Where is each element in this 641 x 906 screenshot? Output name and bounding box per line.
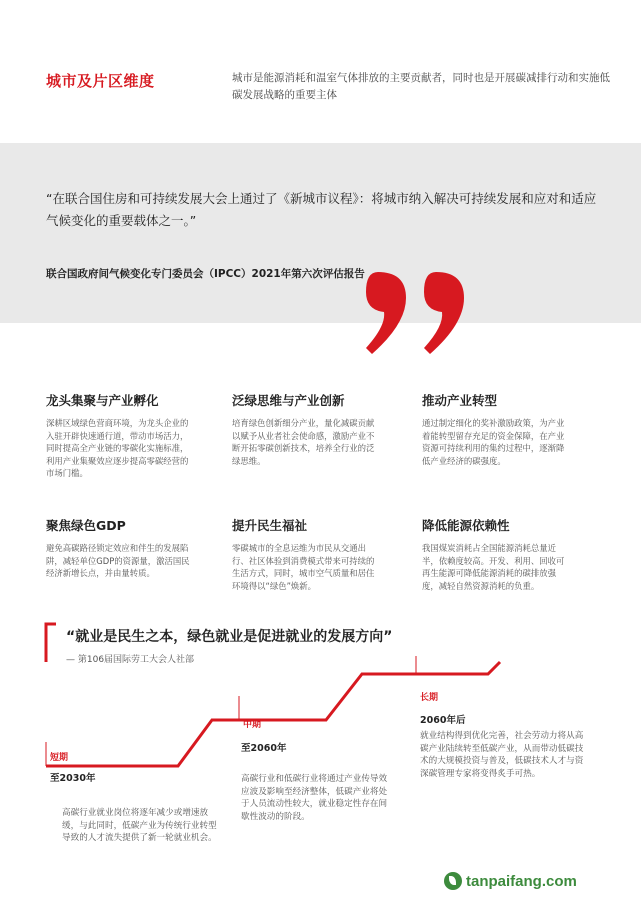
- feature-body: 培育绿色创新细分产业，量化减碳贡献以赋予从业者社会使命感，激励产业不断开拓零碳创新技术，培养全行业的泛绿思维。: [232, 418, 375, 466]
- feature-card: [232, 516, 382, 592]
- feature-card: [422, 391, 572, 467]
- stage-label: 长期: [420, 693, 439, 703]
- quote-text: “在联合国住房和可持续发展大会上通过了《新城市议程》：将城市纳入解决可持续发展和应对和适应气候变化的重要载体之一。”: [46, 191, 597, 228]
- stage-year: 至2030年: [50, 773, 96, 784]
- feature-body: 通过制定细化的奖补激励政策，为产业着能转型留存充足的资金保障，在产业资源可持续利用的集约过程中，逐渐降低产业经济的碳强度。: [422, 418, 565, 466]
- watermark-text: tanpaifang.com: [466, 872, 577, 890]
- employment-source: — 第106届国际劳工大会人社部: [66, 655, 195, 665]
- stage-label: 中期: [243, 720, 262, 730]
- feature-body: 避免高碳路径锁定效应和伴生的发展陷阱，减轻单位GDP的资源量，激活国民经济新增长点，并由量转质。: [46, 543, 190, 579]
- stage-year: 2060年后: [420, 715, 466, 726]
- quote-band: [0, 143, 641, 323]
- feature-body: 深耕区域绿色营商环境，为龙头企业的入驻开辟快速通行道，带动市场活力，同时提高全产业链的零碳化实施标准，利用产业集聚效应逐步提高零碳经营的市场门槛。: [46, 418, 189, 479]
- feature-title: 泛绿思维与产业创新: [232, 393, 345, 408]
- stage-year: 至2060年: [241, 743, 287, 754]
- feature-body: 零碳城市的全息运维为市民从交通出行、社区体验到消费模式带来可持续的生活方式，同时，城市空气质量和居住环境得以“绿色”焕新。: [232, 543, 375, 591]
- feature-card: [232, 391, 382, 467]
- feature-body: 我国煤炭消耗占全国能源消耗总量近半，依赖度较高。开发、利用、回收可再生能源可降低能源消耗的碳排放强度，减轻自然资源消耗的负重。: [422, 543, 565, 591]
- feature-card: [46, 516, 196, 580]
- employment-quote: “就业是民生之本，绿色就业是促进就业的发展方向”: [66, 629, 393, 645]
- quote-mark-icon: [364, 268, 474, 354]
- feature-title: 龙头集聚与产业孵化: [46, 393, 159, 408]
- feature-title: 聚焦绿色GDP: [46, 518, 126, 533]
- watermark: [444, 872, 577, 890]
- feature-title: 降低能源依赖性: [422, 518, 510, 533]
- stage-description: 高碳行业和低碳行业将通过产业传导效应波及影响至经济整体，低碳产业将处于人员流动性较大，就业稳定性存在间歇性波动的阶段。: [241, 774, 388, 822]
- stage-label: 短期: [50, 753, 69, 763]
- stage-description: 高碳行业就业岗位将逐年减少或增速放缓，与此同时，低碳产业为传统行业转型导致的人才流失提供了新一轮就业机会。: [62, 808, 217, 844]
- section-title: 城市及片区维度: [46, 72, 155, 90]
- section-description: 城市是能源消耗和温室气体排放的主要贡献者，同时也是开展碳减排行动和实施低碳发展战略的重要主体: [232, 72, 610, 101]
- feature-card: [46, 391, 196, 480]
- stage-description: 就业结构得到优化完善，社会劳动力将从高碳产业陆续转至低碳产业，从而带动低碳技术的大规模投资与普及，低碳技术人才与资深碳管理专家将变得炙手可热。: [420, 731, 584, 779]
- leaf-logo-icon: [444, 872, 462, 890]
- feature-card: [422, 516, 572, 592]
- timeline-bracket: [46, 624, 56, 662]
- quote-source: 联合国政府间气候变化专门委员会（IPCC）2021年第六次评估报告: [46, 268, 365, 280]
- feature-title: 提升民生福祉: [232, 518, 308, 533]
- feature-title: 推动产业转型: [422, 393, 498, 408]
